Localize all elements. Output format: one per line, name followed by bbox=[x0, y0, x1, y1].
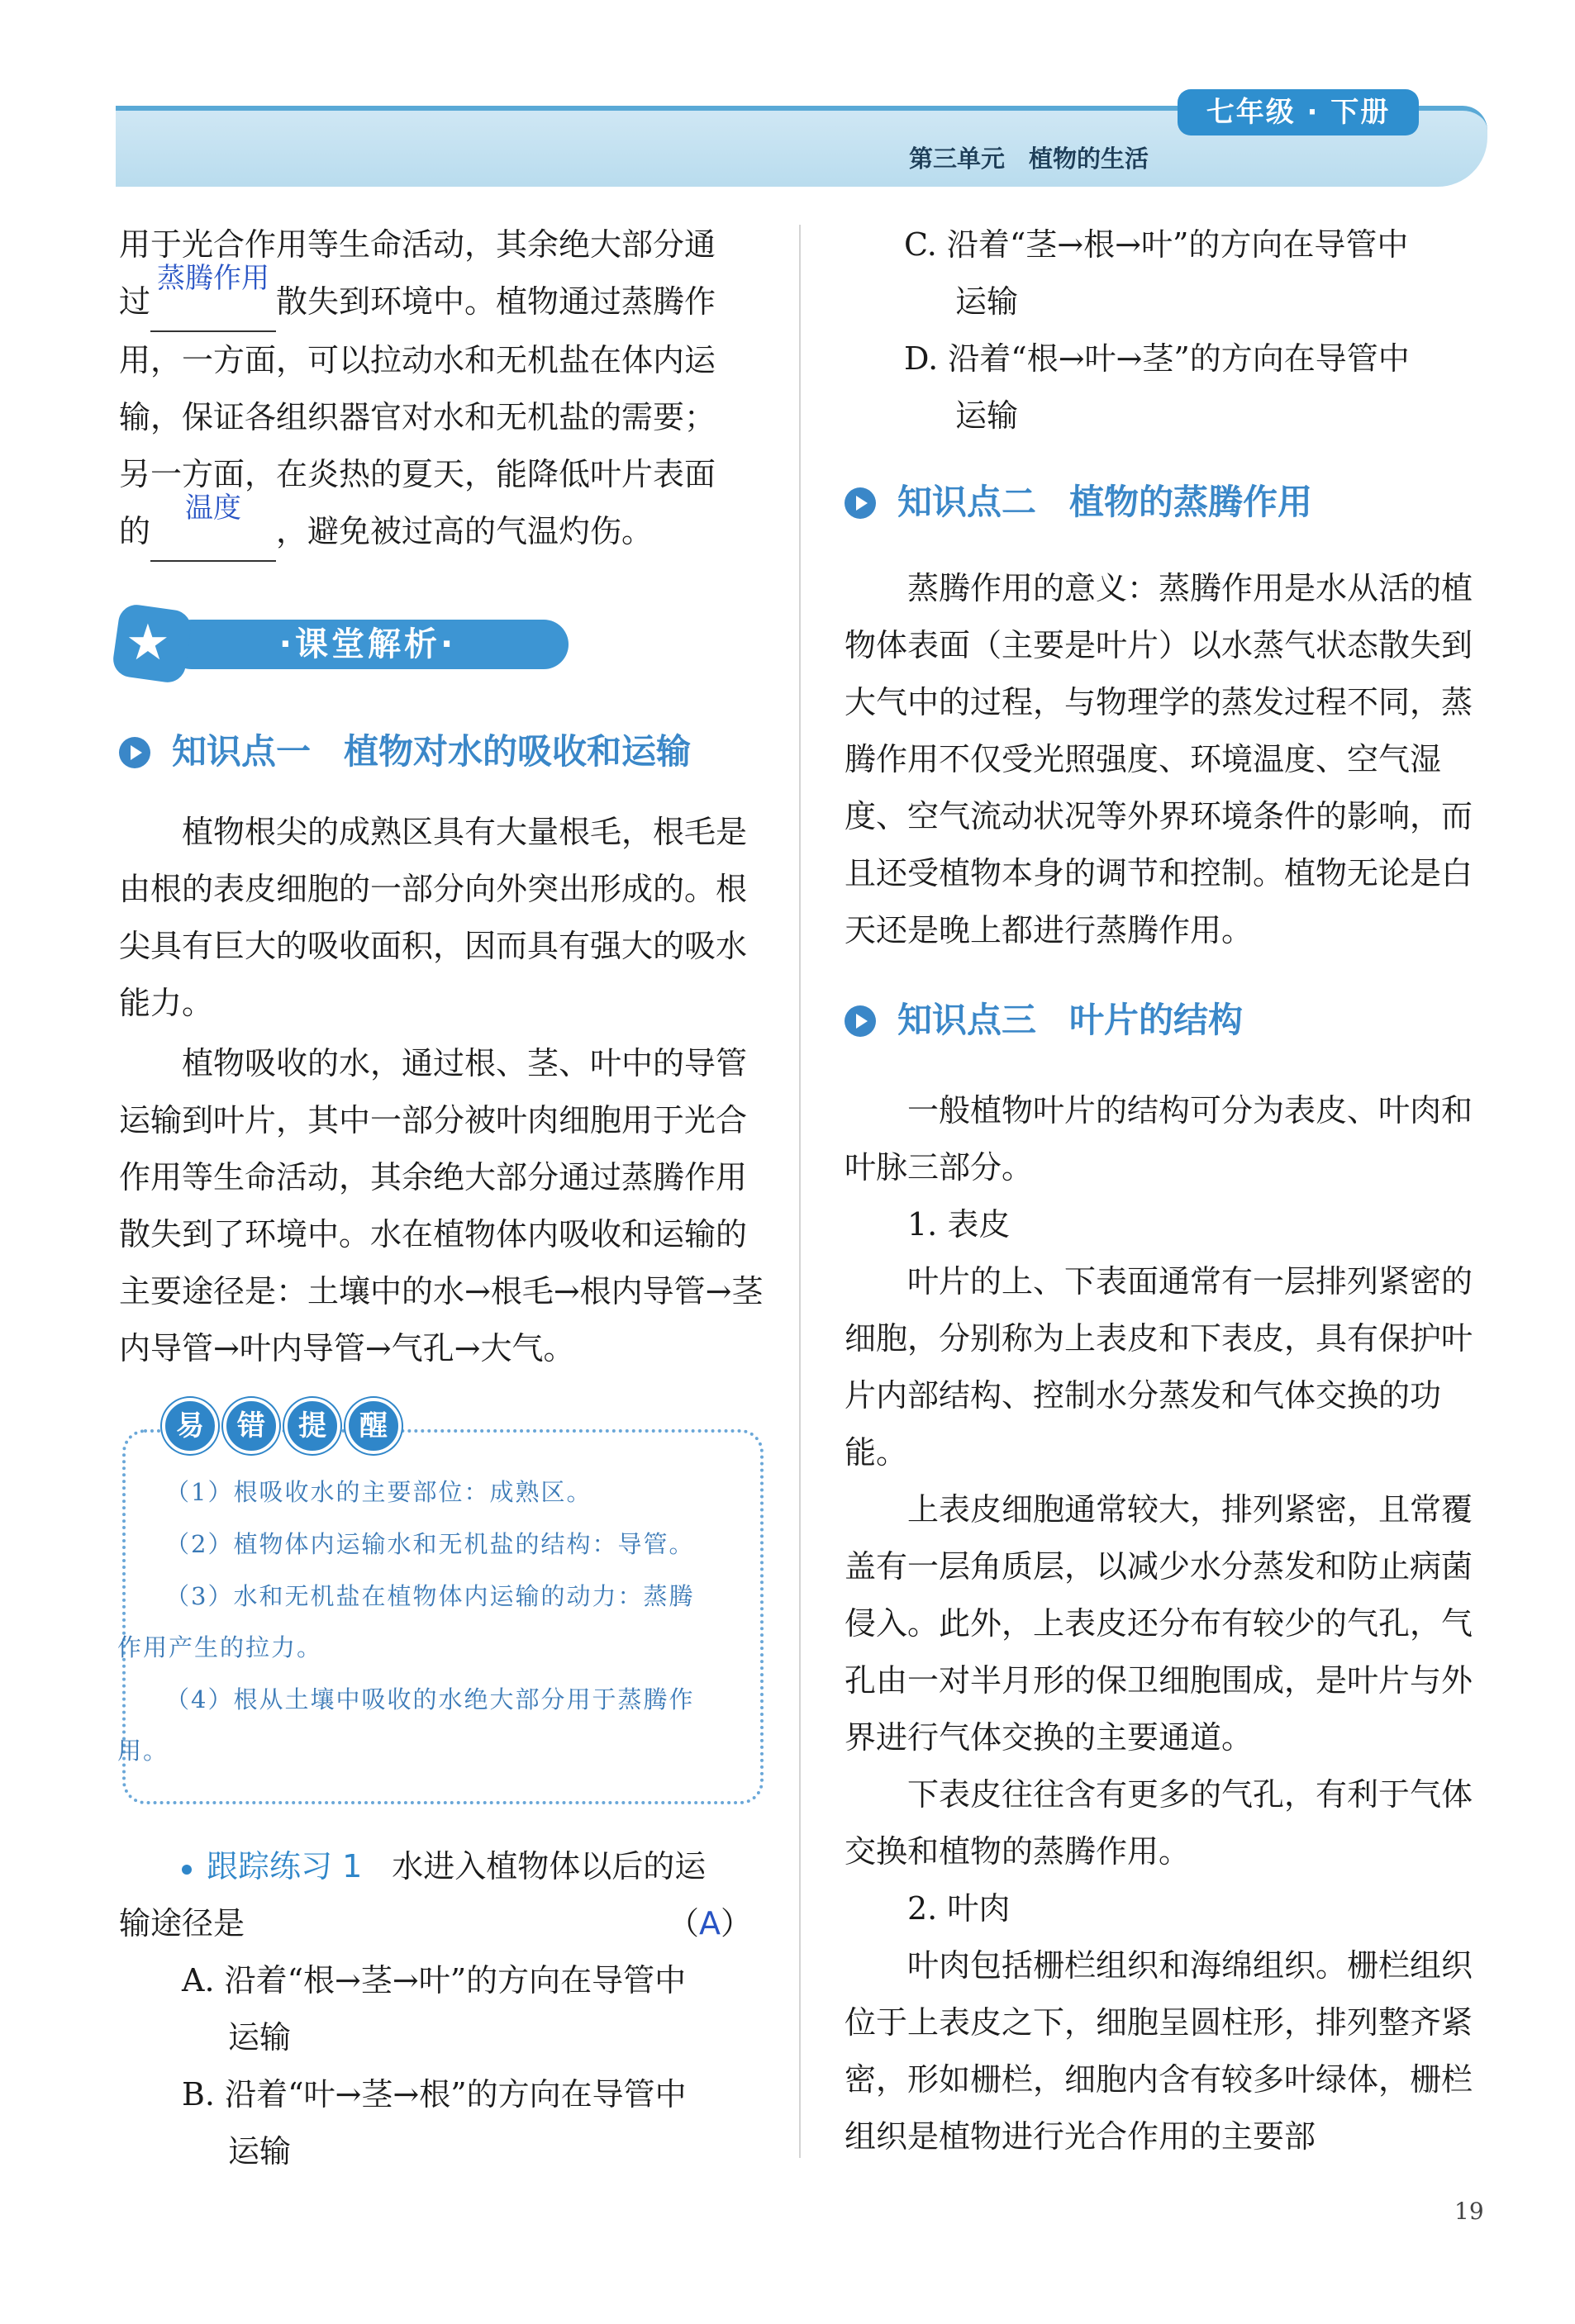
option-text: 运输 bbox=[228, 2019, 292, 2055]
kp-number: 知识点三 bbox=[897, 1000, 1037, 1040]
kp-number: 知识点一 bbox=[172, 731, 312, 772]
fill-blank-2 bbox=[150, 492, 276, 562]
blank-answer: 温度 bbox=[185, 492, 242, 525]
question-text: 水进入植物体以后的运 bbox=[392, 1848, 707, 1884]
unit-title: 第三单元 植物的生活 bbox=[909, 145, 1149, 173]
tip-char: 错 bbox=[223, 1398, 279, 1454]
option-text: D. 沿着“根→叶→茎”的方向在导管中 bbox=[904, 340, 1410, 377]
paragraph-water-transport: 植物吸收的水，通过根、茎、叶中的导管运输到叶片，其中一部分被叶肉细胞用于光合作用等生命活动，其余绝大部分通过蒸腾作用散失到了环境中。水在植物体内吸收和运输的主要途径是：土壤中的水→根毛→根内导管→茎内导管→叶内导管→气孔→大气。 bbox=[119, 1045, 764, 1366]
option-text: B. 沿着“叶→茎→根”的方向在导管中 bbox=[182, 2076, 687, 2113]
tip-heading bbox=[162, 1398, 407, 1454]
options-continued bbox=[904, 216, 1499, 444]
paragraph-leaf-structure: 一般植物叶片的结构可分为表皮、叶肉和叶脉三部分。 bbox=[845, 1092, 1473, 1186]
option-a bbox=[119, 1952, 772, 2066]
option-text: 运输 bbox=[955, 397, 1019, 434]
tip-char: 醒 bbox=[345, 1398, 402, 1454]
star-icon: ★ bbox=[126, 614, 170, 672]
text-fragment: ，避免被过高的气温灼伤。 bbox=[276, 513, 654, 549]
tip-item-3: （3）水和无机盐在植物体内运输的动力：蒸腾作用产生的拉力。 bbox=[117, 1582, 695, 1661]
exercise-question bbox=[119, 1838, 772, 2180]
text-line: 用于光合作用等生命活动，其余绝大部分通 bbox=[119, 226, 716, 263]
option-text: 运输 bbox=[955, 283, 1019, 320]
play-icon bbox=[845, 1005, 876, 1037]
knowledge-point-3-heading bbox=[845, 996, 1243, 1045]
text-fragment: 的 bbox=[119, 513, 151, 549]
blank-answer: 蒸腾作用 bbox=[157, 262, 270, 295]
tip-item-1: （1）根吸收水的主要部位：成熟区。 bbox=[165, 1478, 592, 1506]
page-number: 19 bbox=[1454, 2198, 1484, 2225]
text-line bbox=[119, 1895, 772, 1952]
option-text: 运输 bbox=[228, 2133, 292, 2170]
text-line bbox=[119, 492, 772, 562]
option-c bbox=[904, 216, 1499, 330]
kp-number: 知识点二 bbox=[897, 482, 1037, 522]
text-fragment: 过 bbox=[119, 283, 151, 320]
paragraph-root-hairs: 植物根尖的成熟区具有大量根毛，根毛是由根的表皮细胞的一部分向外突出形成的。根尖具有巨大的吸收面积，因而具有强大的吸水能力。 bbox=[119, 814, 748, 1021]
intro-paragraph bbox=[119, 216, 772, 562]
text-line bbox=[119, 262, 772, 332]
tip-char: 提 bbox=[284, 1398, 340, 1454]
knowledge-point-2-heading bbox=[845, 478, 1312, 527]
play-icon bbox=[845, 487, 876, 519]
paragraph-mesophyll: 叶肉包括栅栏组织和海绵组织。栅栏组织位于上表皮之下，细胞呈圆柱形，排列整齐紧密，形如栅栏，细胞内含有较多叶绿体，栅栏组织是植物进行光合作用的主要部 bbox=[845, 1947, 1473, 2155]
option-d bbox=[904, 330, 1499, 444]
paragraph-epidermis: 叶片的上、下表面通常有一层排列紧密的细胞，分别称为上表皮和下表皮，具有保护叶片内部结构、控制水分蒸发和气体交换的功能。 bbox=[845, 1263, 1473, 1471]
text-line: 用，一方面，可以拉动水和无机盐在体内运 bbox=[119, 342, 716, 378]
paragraph-upper-epidermis: 上表皮细胞通常较大，排列紧密，且常覆盖有一层角质层，以减少水分蒸发和防止病菌侵入。此外，上表皮还分布有较少的气孔，气孔由一对半月形的保卫细胞围成，是叶片与外界进行气体交换的主要通道。 bbox=[845, 1491, 1473, 1756]
question-text: 输途径是 bbox=[119, 1905, 245, 1941]
paragraph-transpiration: 蒸腾作用的意义：蒸腾作用是水从活的植物体表面（主要是叶片）以水蒸气状态散失到大气中的过程，与物理学的蒸发过程不同，蒸腾作用不仅受光照强度、环境温度、空气湿度、空气流动状况等外界环境条件的影响，而且还受植物本身的调节和控制。植物无论是白天还是晚上都进行蒸腾作用。 bbox=[845, 570, 1473, 948]
text-fragment: 散失到环境中。植物通过蒸腾作 bbox=[276, 283, 716, 320]
paragraph-lower-epidermis: 下表皮往往含有更多的气孔，有利于气体交换和植物的蒸腾作用。 bbox=[845, 1776, 1473, 1870]
option-text: A. 沿着“根→茎→叶”的方向在导管中 bbox=[182, 1962, 687, 1998]
selected-answer: A bbox=[699, 1905, 721, 1941]
bullet-icon bbox=[182, 1865, 192, 1875]
option-b bbox=[119, 2066, 772, 2180]
subheading-mesophyll: 2. 叶肉 bbox=[907, 1890, 1011, 1927]
subheading-epidermis: 1. 表皮 bbox=[907, 1206, 1011, 1243]
kp-title: 植物对水的吸收和运输 bbox=[344, 731, 692, 772]
kp-title: 叶片的结构 bbox=[1069, 1000, 1244, 1040]
fill-blank-1 bbox=[150, 262, 276, 332]
grade-tab: 七年级 · 下册 bbox=[1178, 89, 1419, 135]
answer-bracket: （A） bbox=[668, 1905, 753, 1941]
tip-char: 易 bbox=[162, 1398, 218, 1454]
option-text: C. 沿着“茎→根→叶”的方向在导管中 bbox=[904, 226, 1409, 263]
column-divider bbox=[799, 225, 801, 2158]
text-line: 输，保证各组织器官对水和无机盐的需要； bbox=[119, 399, 716, 435]
banner-title: ·课堂解析· bbox=[167, 620, 569, 669]
tip-item-2: （2）植物体内运输水和无机盐的结构：导管。 bbox=[165, 1530, 695, 1558]
text-line bbox=[119, 1838, 772, 1895]
text-line: 另一方面，在炎热的夏天，能降低叶片表面 bbox=[119, 456, 716, 492]
kp-title: 植物的蒸腾作用 bbox=[1069, 482, 1313, 522]
exercise-label: 跟踪练习 1 bbox=[207, 1848, 363, 1884]
tip-item-4: （4）根从土壤中吸收的水绝大部分用于蒸腾作用。 bbox=[117, 1685, 695, 1765]
knowledge-point-1-heading bbox=[119, 727, 691, 777]
play-icon bbox=[119, 737, 150, 768]
